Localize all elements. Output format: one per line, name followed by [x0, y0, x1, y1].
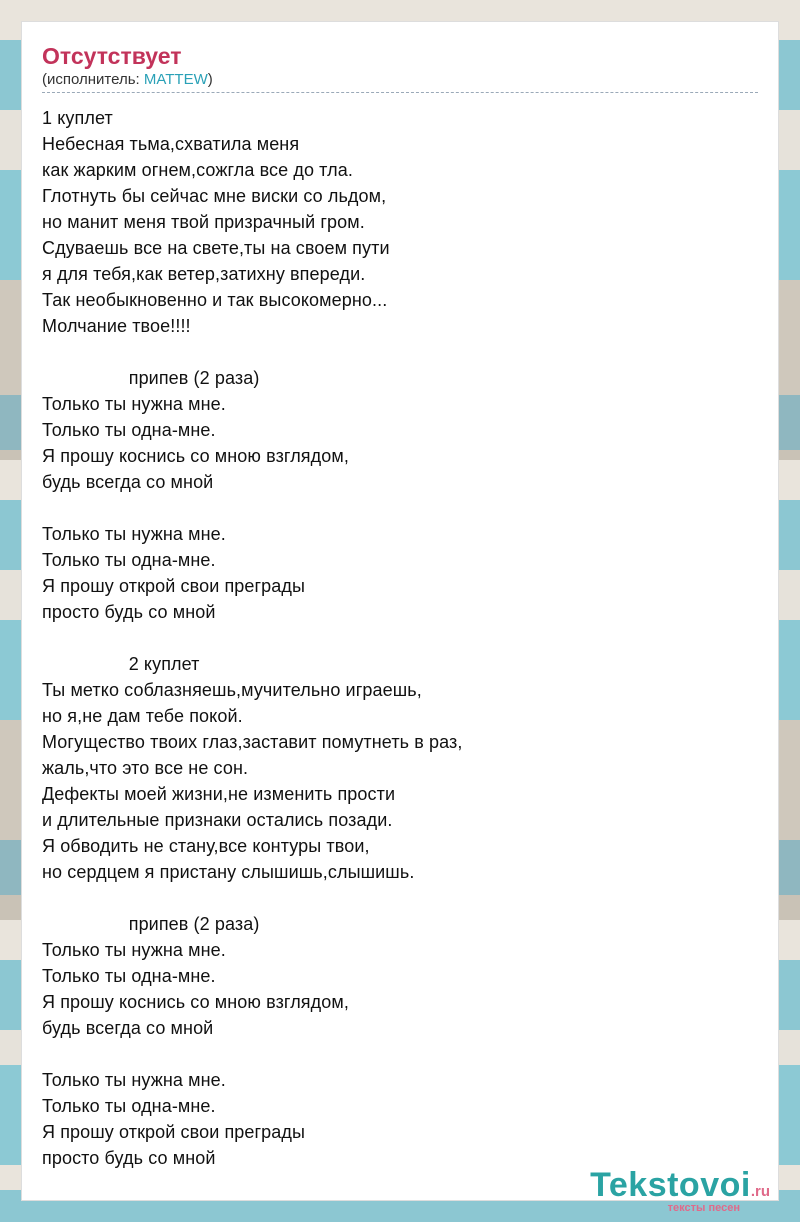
artist-prefix: (исполнитель:: [42, 71, 144, 88]
logo-tagline: тексты песен: [667, 1202, 740, 1214]
lyrics-card: [22, 22, 778, 1200]
artist-suffix: ): [207, 71, 213, 88]
song-title: Отсутствует: [42, 43, 182, 69]
artist-link[interactable]: MATTEW: [143, 71, 208, 88]
logo-tld: .ru: [750, 1183, 770, 1200]
site-logo[interactable]: [590, 1168, 770, 1214]
lyrics-text: 1 куплет Небесная тьма,схватила меня как жарким огнем,сожгла все до тла. Глотнуть бы сейчас мне виски со льдом, но манит меня твой призрачный гром. Сдуваешь все на свете,ты на своем пути я для тебя,как ветер,затихну впереди. Так необыкновенно и так высокомерно... Молчание твое!!!! припев (2 раза) Только ты нужна мне. Только ты одна-мне. Я прошу коснись со мною взглядом, будь всегда со мной Только ты нужна мне. Только ты одна-мне. Я прошу открой свои преграды просто будь со мной 2 куплет Ты метко соблазняешь,мучительно играешь, но я,не дам тебе покой. Могущество твоих глаз,заставит помутнеть в раз, жаль,что это все не сон. Дефекты моей жизни,не изменить прости и длительные признаки остались позади. Я обводить не стану,все контуры твои, но сердцем я пристану слышишь,слышишь. припев (2 раза) Только ты нужна мне. Только ты одна-мне. Я прошу коснись со мною взглядом, будь всегда со мной Только ты нужна мне. Только ты одна-мне. Я прошу открой свои преграды просто будь со мной: [42, 108, 463, 1168]
logo-name: Tekstovoi: [590, 1166, 751, 1204]
artist-line: [42, 70, 758, 93]
